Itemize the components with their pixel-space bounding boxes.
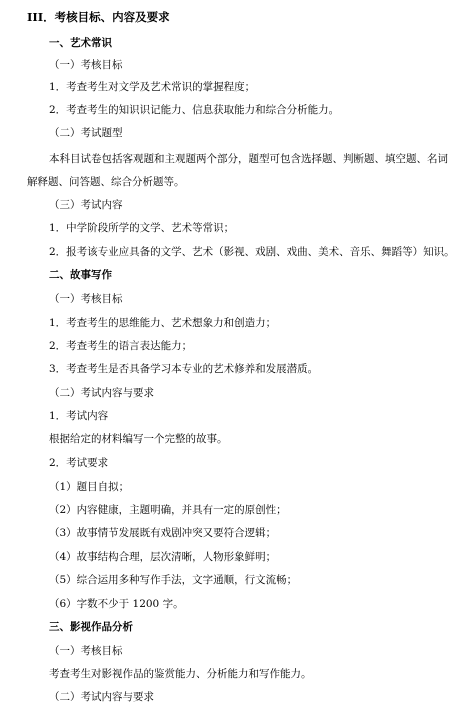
- list-item: 1．考查考生的思维能力、艺术想象力和创造力；: [49, 317, 277, 329]
- list-item: 2．考查考生的知识识记能力、信息获取能力和综合分析能力。: [49, 104, 340, 116]
- list-item: （4）故事结构合理，层次清晰，人物形象鲜明；: [49, 551, 277, 563]
- section-heading-story-writing: 二、故事写作: [49, 269, 112, 281]
- subheading-content-requirements: （二）考试内容与要求: [49, 691, 154, 703]
- section-title: III．考核目标、内容及要求: [27, 10, 170, 24]
- list-item: （2）内容健康，主题明确，并具有一定的原创性；: [49, 504, 287, 516]
- section-heading-film-analysis: 三、影视作品分析: [49, 621, 133, 633]
- subheading-assessment-goal: （一）考核目标: [49, 293, 123, 305]
- list-item: （1）题目自拟；: [49, 481, 130, 493]
- list-item: 2．考查考生的语言表达能力；: [49, 340, 193, 352]
- list-item: 1．考查考生对文学及艺术常识的掌握程度；: [49, 81, 256, 93]
- list-item: （6）字数不少于 1200 字。: [49, 598, 184, 610]
- sub-label-exam-requirements: 2．考试要求: [49, 457, 109, 469]
- list-item: 3．考查考生是否具备学习本专业的艺术修养和发展潜质。: [49, 363, 319, 375]
- paragraph-line: 考查考生对影视作品的鉴赏能力、分析能力和写作能力。: [49, 668, 312, 680]
- subheading-content-requirements: （二）考试内容与要求: [49, 387, 154, 399]
- subheading-question-types: （二）考试题型: [49, 127, 123, 139]
- paragraph-line: 本科目试卷包括客观题和主观题两个部分，题型可包含选择题、判断题、填空题、名词: [49, 153, 448, 165]
- list-item: 2．报考该专业应具备的文学、艺术（影视、戏剧、戏曲、美术、音乐、舞蹈等）知识。: [49, 246, 455, 258]
- subheading-assessment-goal: （一）考核目标: [49, 59, 123, 71]
- list-item: 1．中学阶段所学的文学、艺术等常识；: [49, 222, 235, 234]
- sub-label-exam-content: 1．考试内容: [49, 410, 109, 422]
- list-item: （3）故事情节发展既有戏剧冲突又要符合逻辑；: [49, 527, 277, 539]
- section-heading-art-knowledge: 一、艺术常识: [49, 37, 112, 49]
- list-item: （5）综合运用多种写作手法，文字通顺，行文流畅；: [49, 574, 298, 586]
- paragraph-line: 解释题、问答题、综合分析题等。: [27, 176, 185, 188]
- subheading-assessment-goal: （一）考核目标: [49, 645, 123, 657]
- subheading-exam-content: （三）考试内容: [49, 199, 123, 211]
- paragraph-line: 根据给定的材料编写一个完整的故事。: [49, 433, 228, 445]
